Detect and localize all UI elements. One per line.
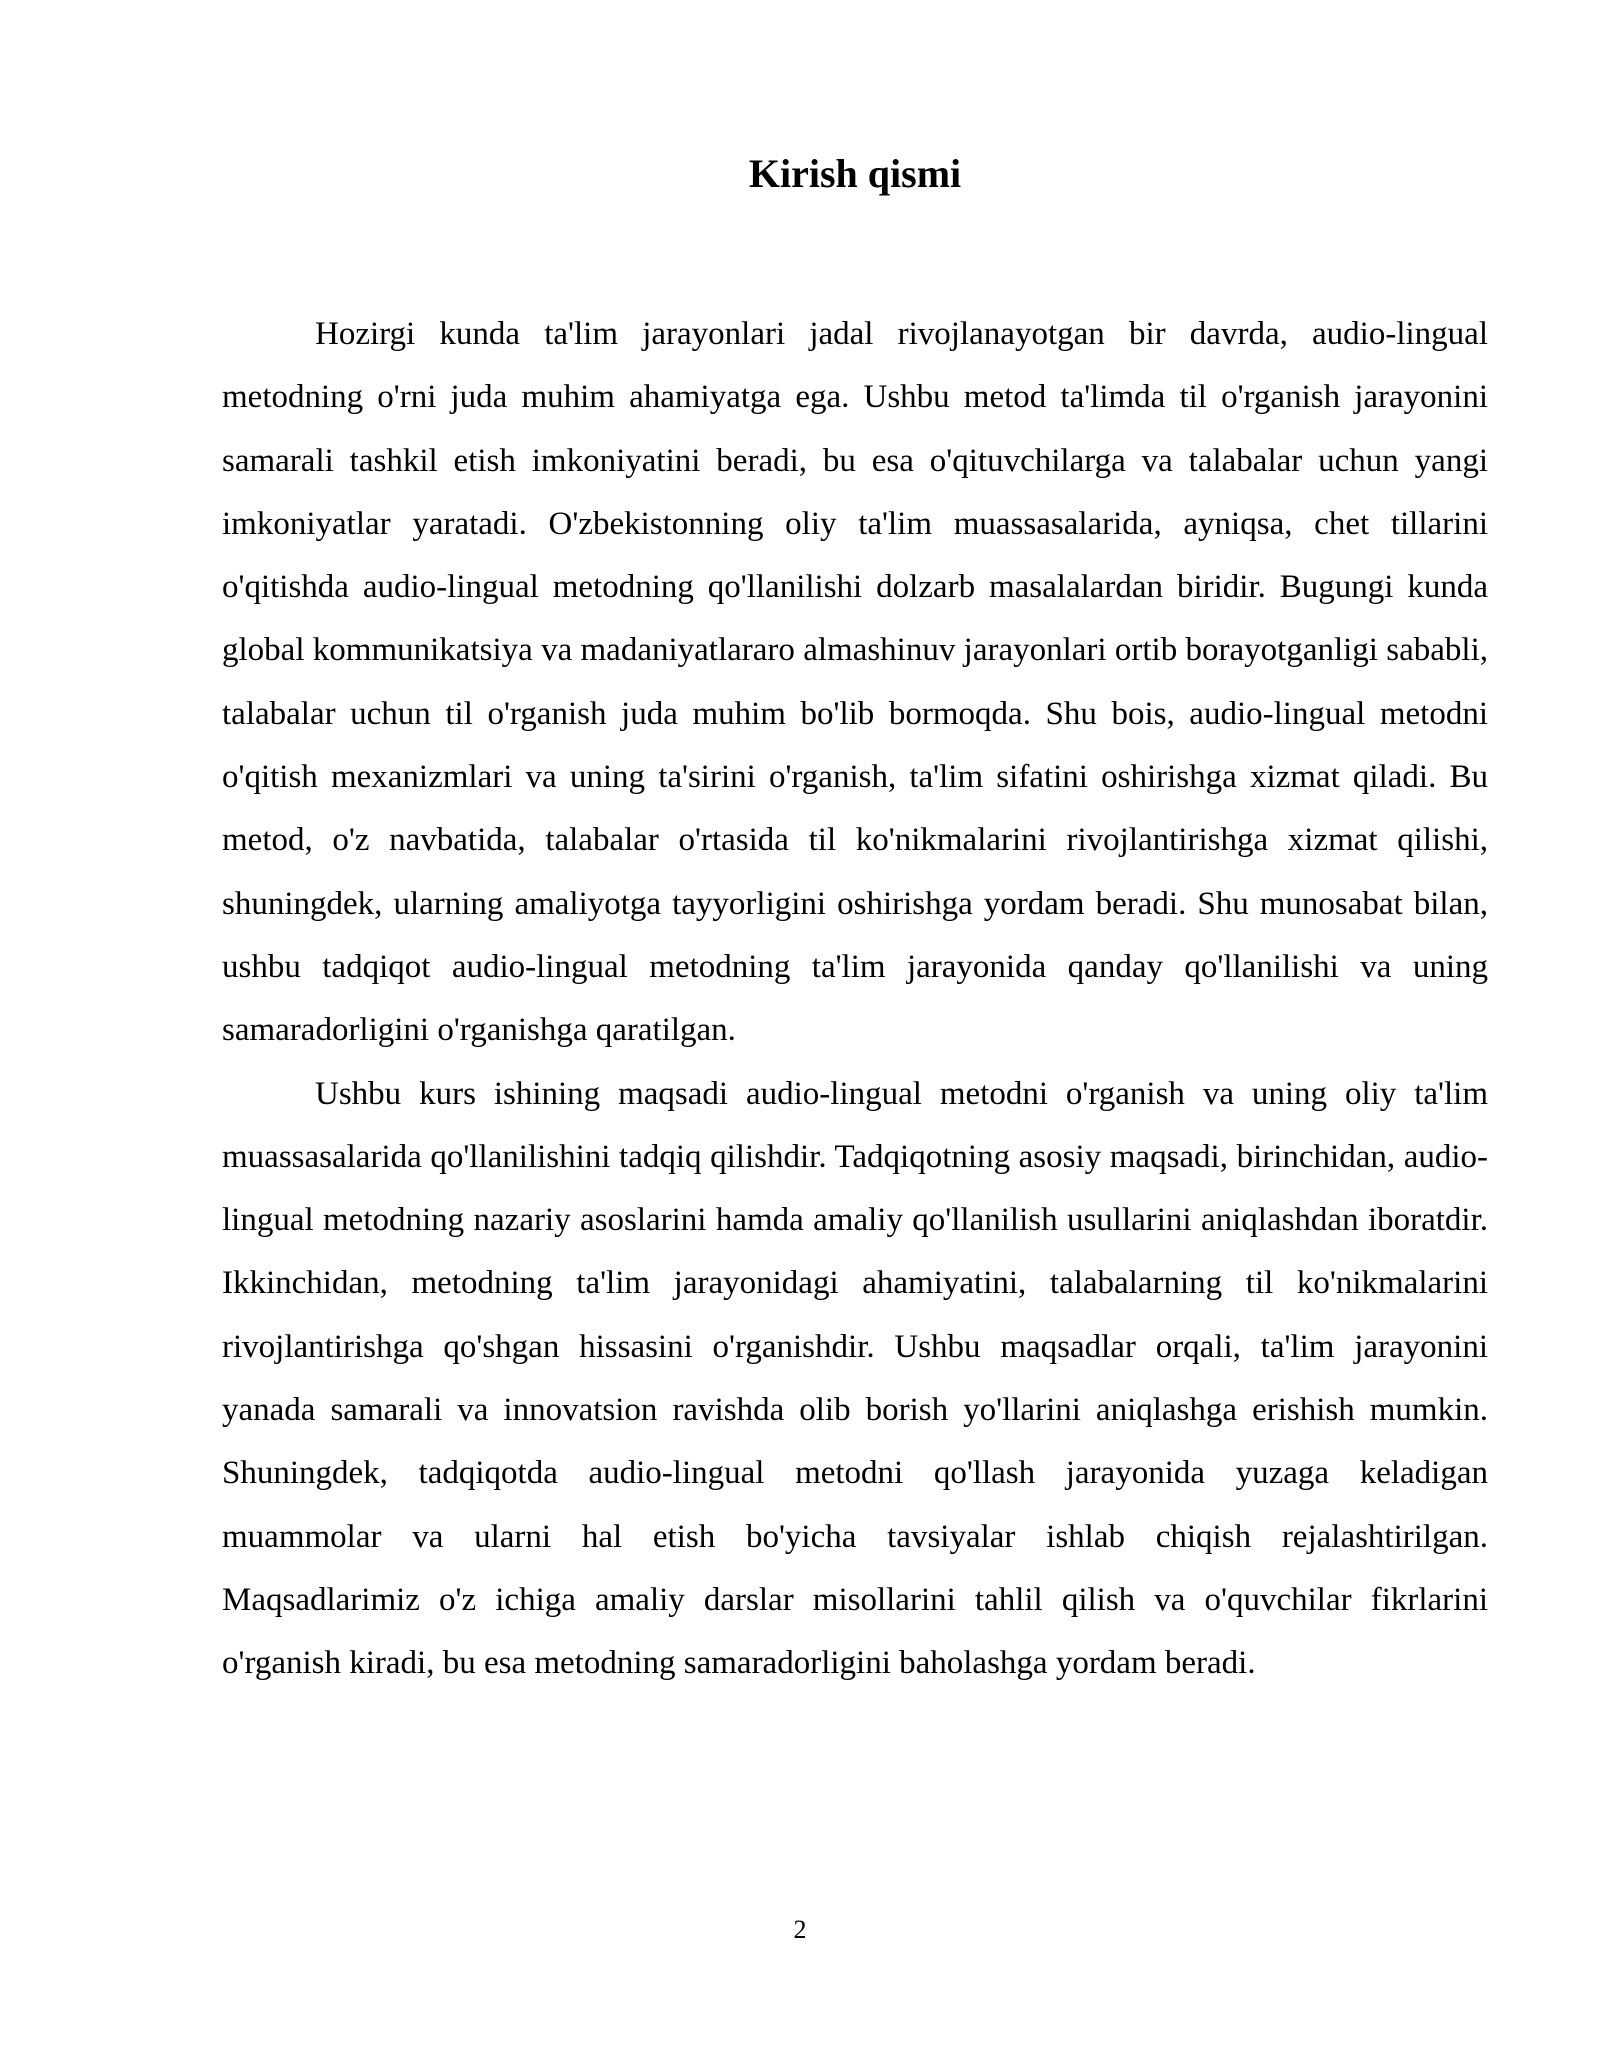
paragraph-2: Ushbu kurs ishining maqsadi audio-lingual metodni o'rganish va uning oliy ta'lim muassasalarida qo'llanilishini tadqiq qilishdir. Tadqiqotning asosiy maqsadi, birinchidan, audio-lingual metodning nazariy asoslarini hamda amaliy qo'llanilish usullarini aniqlashdan iboratdir. Ikkinchidan, metodning ta'lim jarayonidagi ahamiyatini, talabalarning til ko'nikmalarini rivojlantirishga qo'shgan hissasini o'rganishdir. Ushbu maqsadlar orqali, ta'lim jarayonini yanada samarali va innovatsion ravishda olib borish yo'llarini aniqlashga erishish mumkin. Shuningdek, tadqiqotda audio-lingual metodni qo'llash jarayonida yuzaga keladigan muammolar va ularni hal etish bo'yicha tavsiyalar ishlab chiqish rejalashtirilgan. Maqsadlarimiz o'z ichiga amaliy darslar misollarini tahlil qilish va o'quvchilar fikrlarini o'rganish kiradi, bu esa metodning samaradorligini baholashga yordam beradi. (222, 1075, 1488, 1682)
page-title: Kirish qismi (748, 151, 962, 196)
page-number: 2 (793, 1915, 807, 1944)
paragraph-1: Hozirgi kunda ta'lim jarayonlari jadal rivojlanayotgan bir davrda, audio-lingual metodning o'rni juda muhim ahamiyatga ega. Ushbu metod ta'limda til o'rganish jarayonini samarali tashkil etish imkoniyatini beradi, bu esa o'qituvchilarga va talabalar uchun yangi imkoniyatlar yaratadi. O'zbekistonning oliy ta'lim muassasalarida, ayniqsa, chet tillarini o'qitishda audio-lingual metodning qo'llanilishi dolzarb masalalardan biridir. Bugungi kunda global kommunikatsiya va madaniyatlararo almashinuv jarayonlari ortib borayotganligi sababli, talabalar uchun til o'rganish juda muhim bo'lib bormoqda. Shu bois, audio-lingual metodni o'qitish mexanizmlari va uning ta'sirini o'rganish, ta'lim sifatini oshirishga xizmat qiladi. Bu metod, o'z navbatida, talabalar o'rtasida til ko'nikmalarini rivojlantirishga xizmat qilishi, shuningdek, ularning amaliyotga tayyorligini oshirishga yordam beradi. Shu munosabat bilan, ushbu tadqiqot audio-lingual metodning ta'lim jarayonida qanday qo'llanilishi va uning samaradorligini o'rganishga qaratilgan. (222, 316, 1488, 1049)
body-text (222, 303, 1488, 1696)
